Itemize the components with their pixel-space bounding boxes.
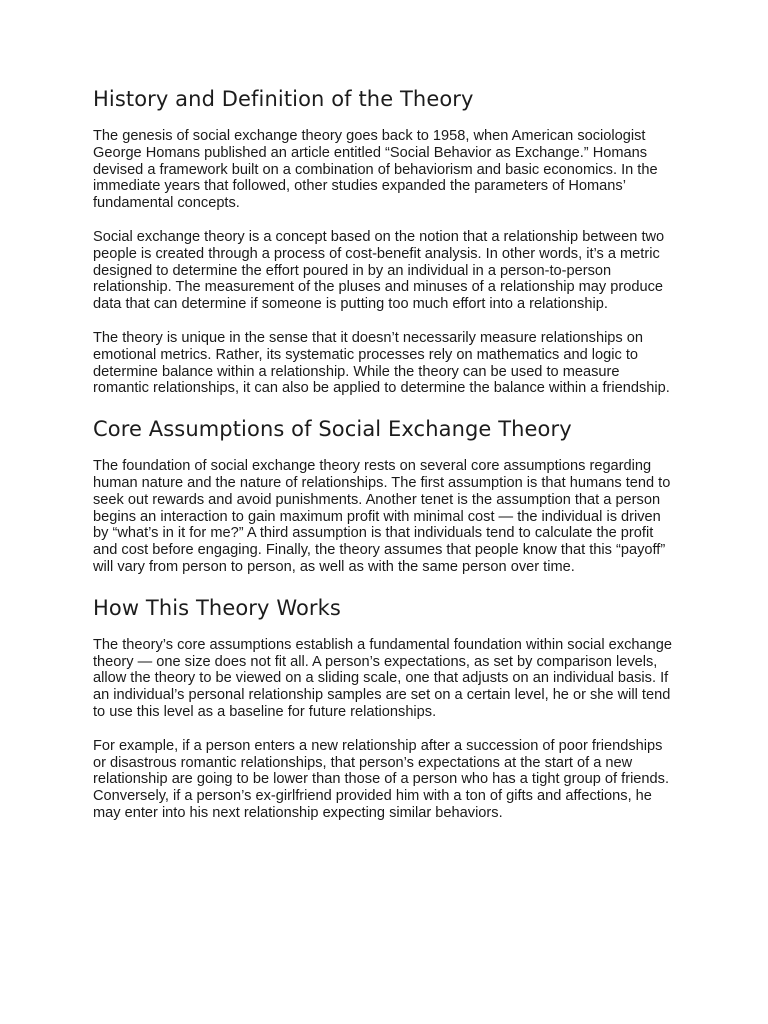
- paragraph: The foundation of social exchange theory rests on several core assumptions regarding human nature and the nature of relationships. The first assumption is that humans tend to seek out rewards and avoid punishments. Another tenet is the assumption that a person begins an interaction to gain maximum profit with minimal cost — the individual is driven by “what’s in it for me?” A third assumption is that individuals tend to calculate the profit and cost before engaging. Finally, the theory assumes that people know that this “payoff” will vary from person to person, as well as with the same person over time.: [93, 458, 671, 575]
- heading-core-assumptions: Core Assumptions of Social Exchange Theory: [93, 417, 572, 442]
- paragraph: The theory is unique in the sense that it doesn’t necessarily measure relationships on emotional metrics. Rather, its systematic processes rely on mathematics and logic to determine balance within a relationship. While the theory can be used to measure romantic relationships, it can also be applied to determine the balance within a friendship.: [93, 329, 670, 397]
- paragraph: Social exchange theory is a concept based on the notion that a relationship between two people is created through a process of cost-benefit analysis. In other words, it’s a metric designed to determine the effort poured in by an individual in a person-to-person relationship. The measurement of the pluses and minuses of a relationship may produce data that can determine if someone is putting too much effort into a relationship.: [93, 228, 665, 313]
- section-how-it-works: [93, 593, 678, 822]
- paragraph: The theory’s core assumptions establish a fundamental foundation within social exchange theory — one size does not fit all. A person’s expectations, as set by comparison levels, allow the theory to be viewed on a sliding scale, one that adjusts on an individual basis. If an individual’s personal relationship samples are set on a certain level, he or she will tend to use this level as a baseline for future relationships.: [93, 636, 672, 720]
- section-core-assumptions: [93, 414, 678, 576]
- paragraph: For example, if a person enters a new relationship after a succession of poor friendships or disastrous romantic relationships, that person’s expectations at the start of a new relationship are going to be lower than those of a person who has a tight group of friends. Conversely, if a person’s ex-girlfriend provided him with a ton of gifts and affections, he may enter into his next relationship expecting similar behaviors.: [93, 737, 670, 821]
- document-page: [93, 84, 678, 839]
- paragraph: The genesis of social exchange theory goes back to 1958, when American sociologist George Homans published an article entitled “Social Behavior as Exchange.” Homans devised a framework built on a combination of behaviorism and basic economics. In the immediate years that followed, other studies expanded the parameters of Homans’ fundamental concepts.: [93, 128, 658, 212]
- heading-how-it-works: How This Theory Works: [93, 595, 341, 620]
- section-history: [93, 84, 678, 397]
- heading-history: History and Definition of the Theory: [93, 87, 474, 111]
